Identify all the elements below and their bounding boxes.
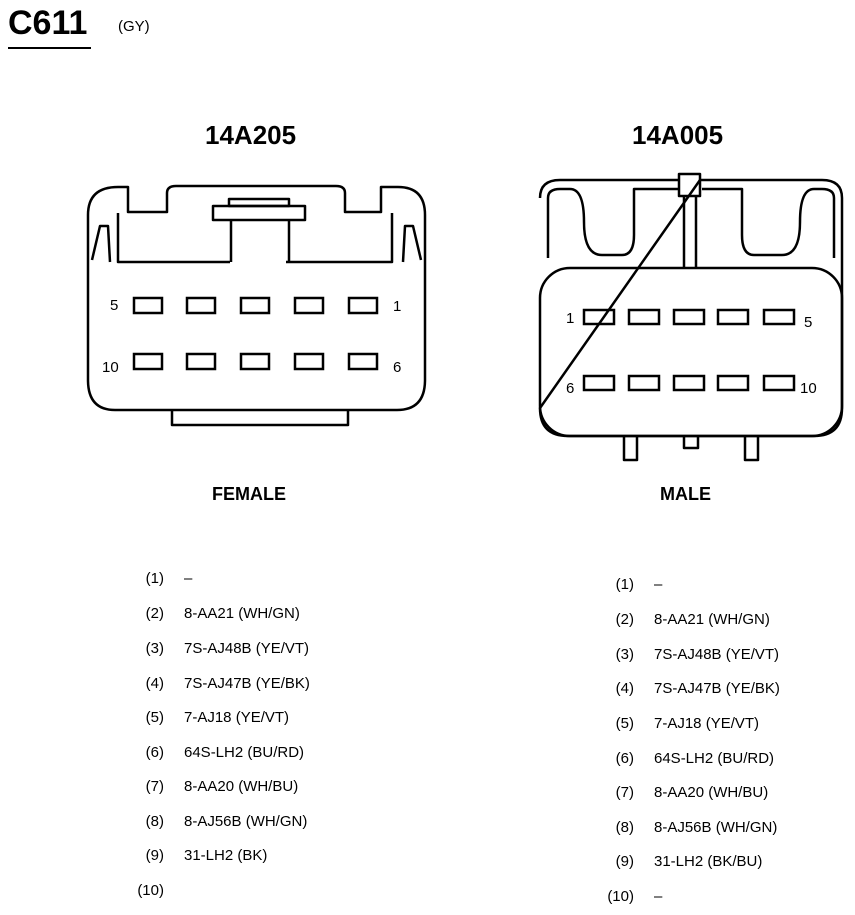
pin-wire: 8-AA20 (WH/BU) bbox=[184, 778, 299, 795]
pin-number: (7) bbox=[615, 784, 634, 801]
female-pin-1 bbox=[349, 298, 377, 313]
pin-number: (4) bbox=[145, 675, 164, 692]
pin-number: (9) bbox=[145, 847, 164, 864]
male-key-stem bbox=[684, 196, 696, 268]
male-pin-7 bbox=[629, 376, 659, 390]
pin-number: (10) bbox=[607, 888, 634, 905]
male-bottom-peg-right bbox=[745, 436, 758, 460]
male-pin-2 bbox=[629, 310, 659, 324]
pin-wire: – bbox=[654, 888, 663, 905]
female-pin-10 bbox=[134, 354, 162, 369]
female-pin-4 bbox=[187, 298, 215, 313]
pin-number: (7) bbox=[145, 778, 164, 795]
male-pin-housing bbox=[540, 268, 842, 436]
female-inner-right-wall bbox=[403, 226, 421, 262]
female-pin-8 bbox=[241, 354, 269, 369]
female-label-top-right: 1 bbox=[393, 298, 402, 315]
male-pin-9 bbox=[718, 376, 748, 390]
pin-number: (2) bbox=[145, 605, 164, 622]
male-gender-label: MALE bbox=[660, 484, 711, 504]
pin-number: (4) bbox=[615, 680, 634, 697]
female-part-number: 14A205 bbox=[205, 120, 297, 150]
pin-number: (2) bbox=[615, 611, 634, 628]
female-pin-5 bbox=[134, 298, 162, 313]
pin-wire: 8-AJ56B (WH/GN) bbox=[184, 813, 308, 830]
connector-color-code: (GY) bbox=[118, 18, 150, 35]
female-pin-7 bbox=[295, 354, 323, 369]
male-part-number: 14A005 bbox=[632, 120, 724, 150]
pin-wire: – bbox=[654, 576, 663, 593]
pin-wire: 31-LH2 (BK/BU) bbox=[654, 853, 763, 870]
pin-wire: – bbox=[184, 570, 193, 587]
male-pin-6 bbox=[584, 376, 614, 390]
male-pin-3 bbox=[674, 310, 704, 324]
male-label-top-left: 1 bbox=[566, 310, 575, 327]
male-pin-8 bbox=[674, 376, 704, 390]
female-bottom-tab bbox=[172, 410, 348, 425]
female-inner-left-wall bbox=[92, 226, 110, 262]
pin-wire: 7S-AJ48B (YE/VT) bbox=[654, 646, 780, 663]
pin-number: (9) bbox=[615, 853, 634, 870]
pin-number: (3) bbox=[145, 640, 164, 657]
pin-number: (5) bbox=[145, 709, 164, 726]
pin-wire: 64S-LH2 (BU/RD) bbox=[654, 750, 775, 767]
female-pin-3 bbox=[241, 298, 269, 313]
male-pin-10 bbox=[764, 376, 794, 390]
female-label-top-left: 5 bbox=[110, 297, 119, 314]
pin-wire: 64S-LH2 (BU/RD) bbox=[184, 744, 305, 761]
pin-wire: 7S-AJ47B (YE/BK) bbox=[184, 675, 310, 692]
female-latch-body bbox=[231, 220, 289, 262]
connector-id: C611 bbox=[8, 4, 88, 42]
female-latch-bar bbox=[213, 206, 305, 220]
male-inner-top bbox=[548, 189, 834, 258]
pin-number: (10) bbox=[137, 882, 164, 899]
pin-wire: 7S-AJ47B (YE/BK) bbox=[654, 680, 780, 697]
male-pin-5 bbox=[764, 310, 794, 324]
pin-wire: 31-LH2 (BK) bbox=[184, 847, 268, 864]
pin-wire: 7-AJ18 (YE/VT) bbox=[184, 709, 290, 726]
pin-wire: 7S-AJ48B (YE/VT) bbox=[184, 640, 310, 657]
pin-wire: 8-AA21 (WH/GN) bbox=[654, 611, 770, 628]
male-bottom-peg-left bbox=[624, 436, 637, 460]
pin-number: (5) bbox=[615, 715, 634, 732]
pin-wire: 8-AJ56B (WH/GN) bbox=[654, 819, 778, 836]
pin-wire: 8-AA21 (WH/GN) bbox=[184, 605, 300, 622]
female-pin-6 bbox=[349, 354, 377, 369]
pin-number: (1) bbox=[615, 576, 634, 593]
pin-number: (6) bbox=[145, 744, 164, 761]
pin-number: (8) bbox=[145, 813, 164, 830]
female-label-bottom-left: 10 bbox=[102, 359, 119, 376]
pin-number: (1) bbox=[145, 570, 164, 587]
pin-wire: 7-AJ18 (YE/VT) bbox=[654, 715, 760, 732]
female-pin-2 bbox=[295, 298, 323, 313]
pin-number: (3) bbox=[615, 646, 634, 663]
female-label-bottom-right: 6 bbox=[393, 359, 402, 376]
pin-wire: 8-AA20 (WH/BU) bbox=[654, 784, 769, 801]
pin-number: (8) bbox=[615, 819, 634, 836]
pin-number: (6) bbox=[615, 750, 634, 767]
male-label-top-right: 5 bbox=[804, 314, 813, 331]
male-bottom-peg-center bbox=[684, 436, 698, 448]
male-pin-4 bbox=[718, 310, 748, 324]
female-latch-cap bbox=[229, 199, 289, 206]
female-gender-label: FEMALE bbox=[212, 484, 286, 504]
male-label-bottom-right: 10 bbox=[800, 380, 817, 397]
male-connector-outer bbox=[540, 180, 842, 436]
female-pin-9 bbox=[187, 354, 215, 369]
male-label-bottom-left: 6 bbox=[566, 380, 575, 397]
